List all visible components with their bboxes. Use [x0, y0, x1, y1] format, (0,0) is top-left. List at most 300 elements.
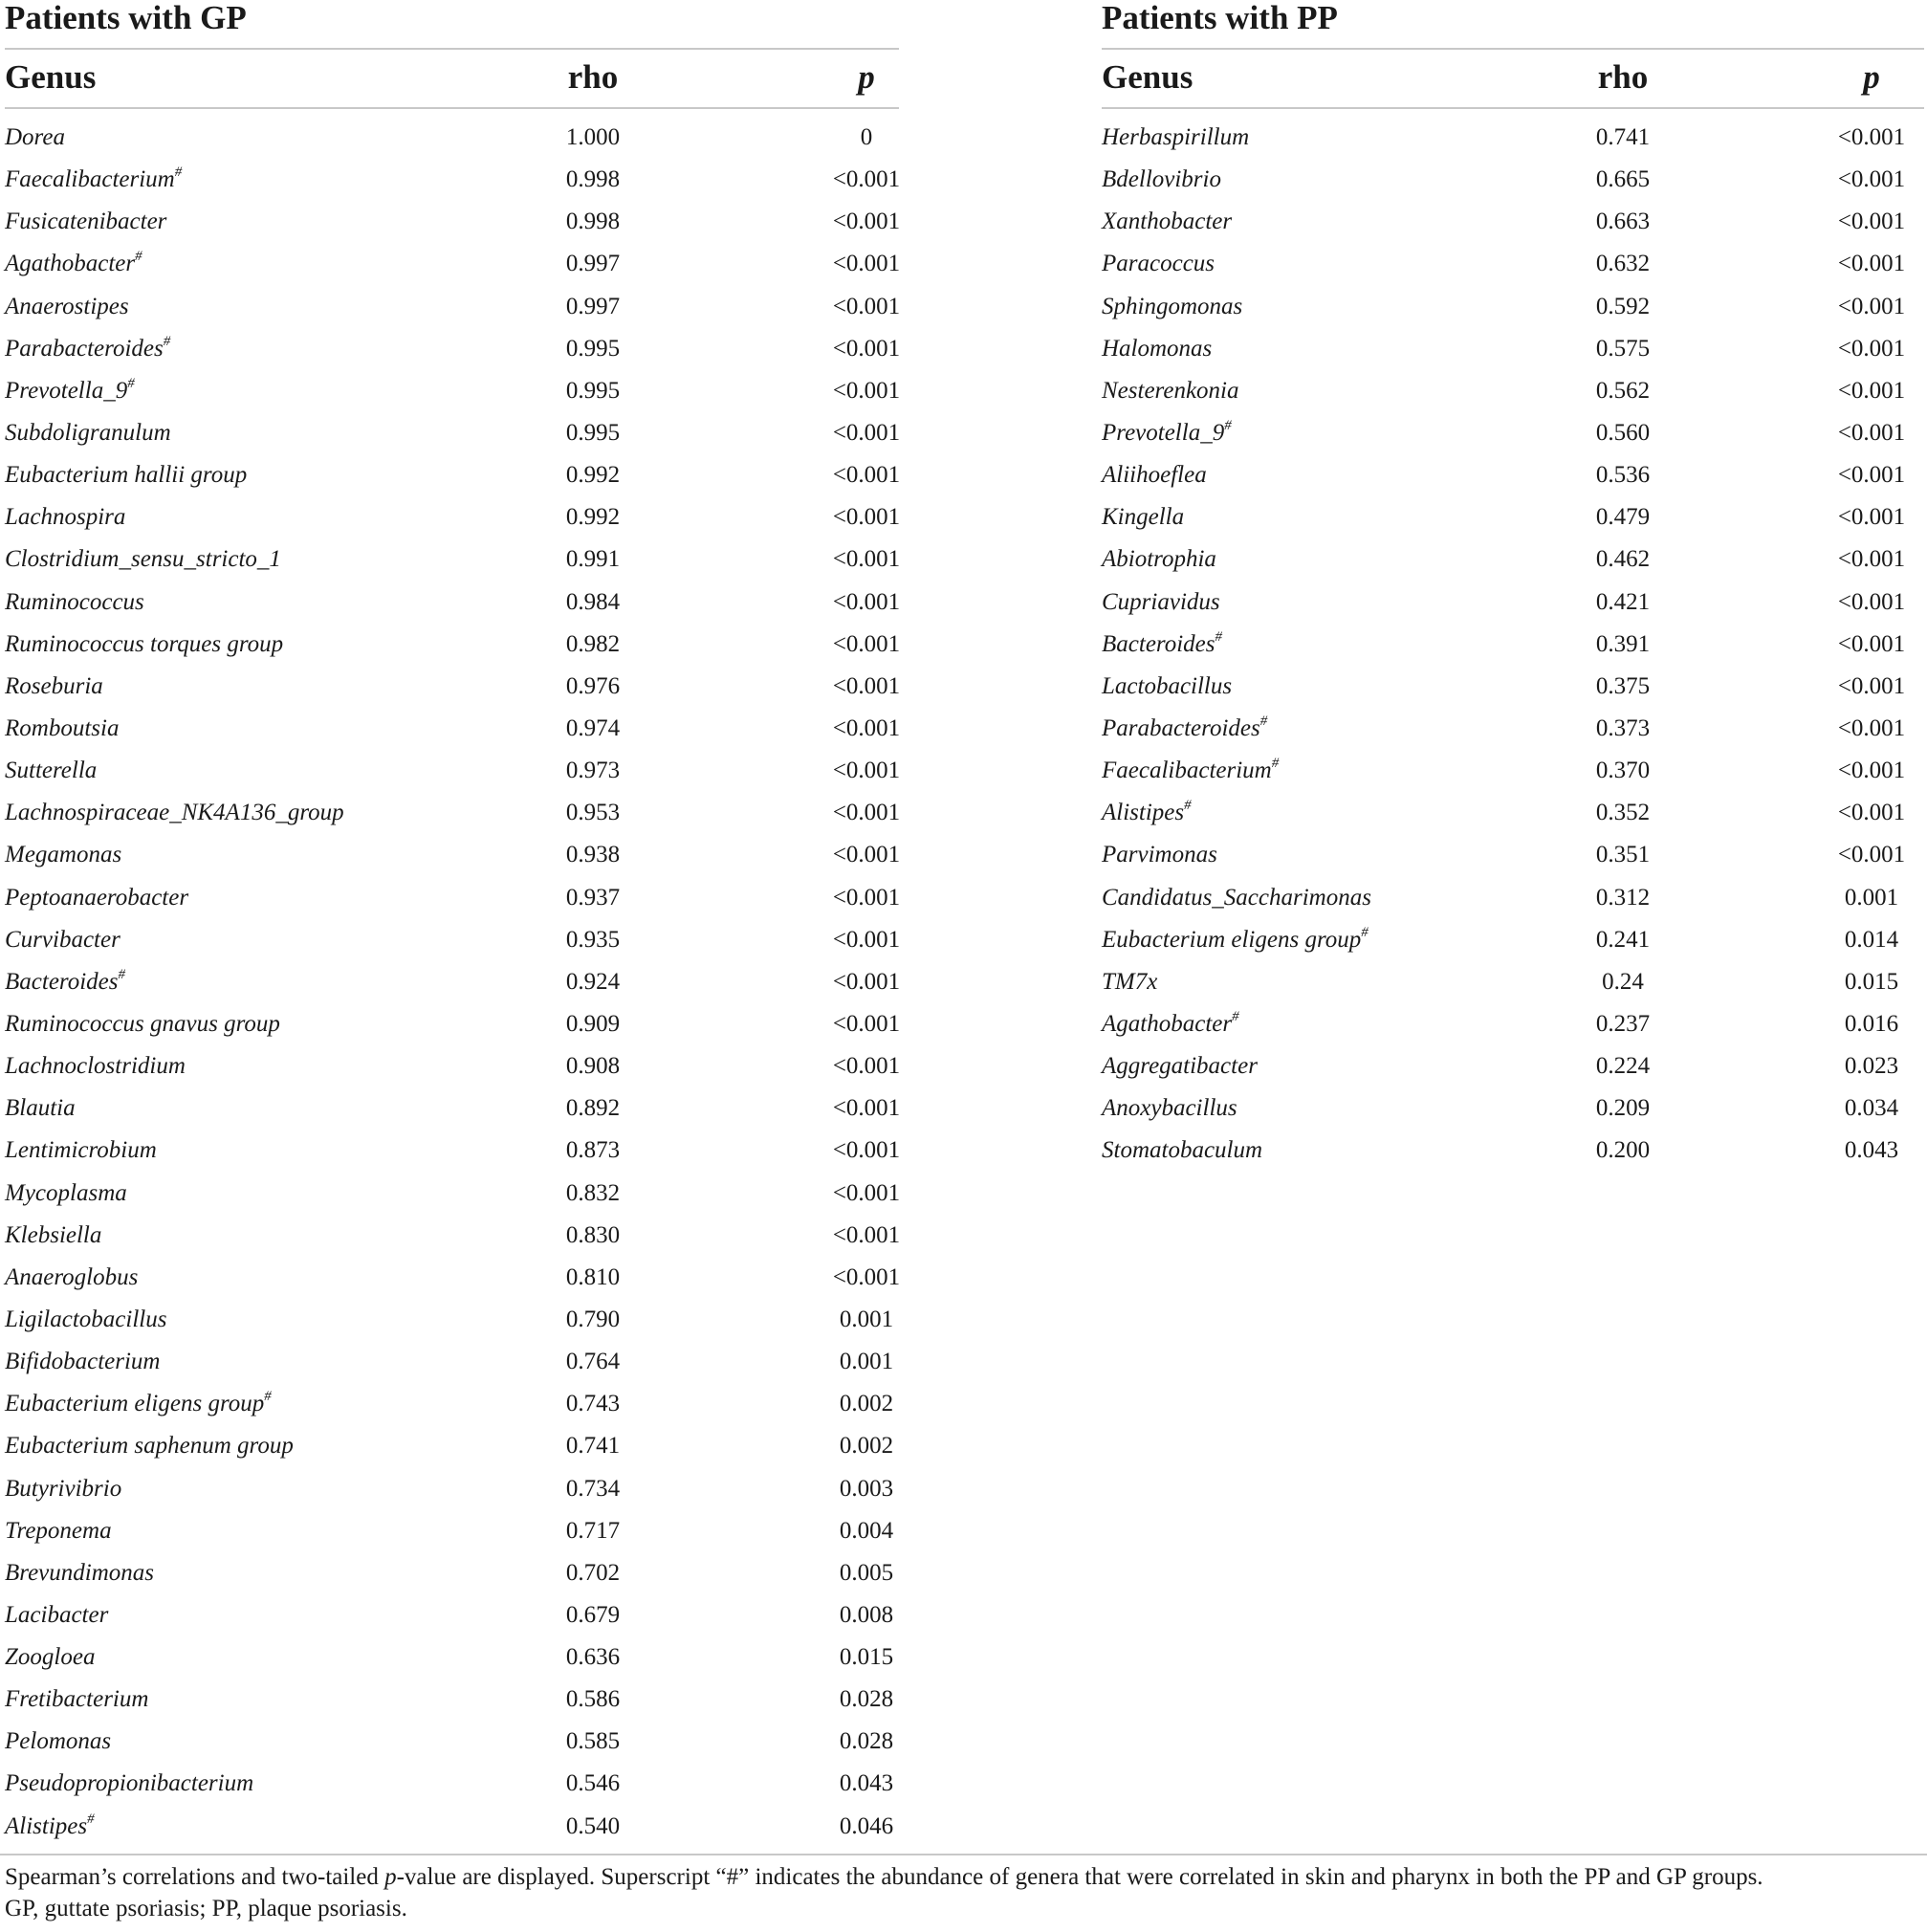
rho-cell: 0.592 — [1595, 293, 1651, 319]
pp-header-rho: rho — [1597, 58, 1649, 96]
genus-name: Dorea — [5, 124, 65, 150]
p-value-cell: <0.001 — [1837, 842, 1906, 868]
genus-name: Parvimonas — [1102, 842, 1217, 868]
footnote-text-b: -value are displayed. Superscript “#” indicates the abundance of genera that were correlated in skin and pharynx in both the PP and GP groups. — [396, 1864, 1763, 1890]
table-row — [5, 456, 899, 498]
rho-cell: 0.976 — [565, 672, 621, 699]
genus-cell — [1102, 1047, 1258, 1086]
p-value-cell: <0.001 — [832, 419, 901, 446]
rho-cell: 0.982 — [565, 630, 621, 657]
genus-name: Pseudopropionibacterium — [5, 1770, 254, 1797]
genus-cell — [5, 245, 142, 283]
table-footnote — [5, 1861, 1922, 1924]
genus-cell — [1102, 583, 1220, 622]
table-row — [1102, 752, 1924, 794]
rho-cell: 0.585 — [565, 1728, 621, 1755]
genus-cell — [5, 752, 97, 790]
rho-cell: 0.997 — [565, 293, 621, 319]
table-row — [1102, 540, 1924, 582]
pp-table-title: Patients with PP — [1102, 0, 1338, 36]
genus-name: Halomonas — [1102, 335, 1213, 362]
p-value-cell: 0.028 — [839, 1686, 894, 1713]
genus-name: Eubacterium hallii group — [5, 462, 248, 489]
genus-cell — [1102, 668, 1232, 706]
genus-cell — [1102, 626, 1222, 664]
genus-cell — [5, 1343, 160, 1381]
genus-superscript: # — [127, 375, 135, 391]
genus-superscript: # — [264, 1389, 272, 1405]
genus-cell — [5, 1765, 253, 1803]
genus-cell — [5, 414, 171, 452]
rho-cell: 0.997 — [565, 251, 621, 277]
p-value-cell: <0.001 — [832, 209, 901, 235]
rho-cell: 0.743 — [565, 1391, 621, 1417]
genus-name: Alistipes — [1102, 800, 1185, 826]
rho-cell: 0.908 — [565, 1053, 621, 1080]
table-row — [5, 330, 899, 372]
table-row — [5, 1554, 899, 1596]
rho-cell: 0.995 — [565, 377, 621, 404]
p-value-cell: <0.001 — [832, 1221, 901, 1248]
table-row — [5, 1680, 899, 1723]
p-value-cell: 0.016 — [1844, 1010, 1899, 1037]
genus-cell — [5, 668, 103, 706]
genus-cell — [5, 1047, 186, 1086]
genus-superscript: # — [118, 966, 125, 982]
table-row — [5, 161, 899, 203]
genus-cell — [5, 879, 188, 917]
p-value-cell: 0.005 — [839, 1559, 894, 1586]
genus-name: Bdellovibrio — [1102, 166, 1221, 193]
rho-cell: 0.636 — [565, 1644, 621, 1671]
genus-cell — [5, 1554, 154, 1592]
rho-cell: 0.575 — [1595, 335, 1651, 362]
gp-table — [5, 0, 901, 1839]
p-value-cell: <0.001 — [832, 842, 901, 868]
p-value-cell: <0.001 — [832, 462, 901, 489]
table-row — [5, 414, 899, 456]
rho-cell: 0.892 — [565, 1095, 621, 1122]
rho-cell: 0.351 — [1595, 842, 1651, 868]
p-value-cell: <0.001 — [832, 588, 901, 615]
pp-header-row — [1102, 50, 1924, 107]
rho-cell: 0.375 — [1595, 672, 1651, 699]
table-row — [1102, 668, 1924, 710]
genus-name: Eubacterium saphenum group — [5, 1433, 294, 1460]
genus-superscript: # — [1259, 713, 1268, 729]
p-value-cell: <0.001 — [832, 377, 901, 404]
genus-superscript: # — [135, 249, 142, 265]
genus-cell — [5, 1470, 121, 1508]
genus-name: Anaeroglobus — [5, 1263, 139, 1290]
genus-cell — [1102, 1005, 1239, 1043]
p-value-cell: <0.001 — [1837, 209, 1906, 235]
table-row — [5, 1005, 899, 1047]
footnote-line-2: GP, guttate psoriasis; PP, plaque psoriasis. — [5, 1896, 407, 1921]
rho-cell: 0.632 — [1595, 251, 1651, 277]
table-row — [5, 1301, 899, 1343]
genus-name: Parabacteroides — [1102, 714, 1260, 741]
footnote-p-italic: p — [384, 1864, 397, 1890]
genus-name: Pelomonas — [5, 1728, 112, 1755]
p-value-cell: 0.028 — [839, 1728, 894, 1755]
genus-name: Kingella — [1102, 504, 1185, 531]
table-row — [1102, 921, 1924, 963]
rho-cell: 0.540 — [565, 1812, 621, 1839]
genus-name: Lacibacter — [5, 1601, 109, 1628]
genus-cell — [5, 836, 121, 874]
genus-cell — [5, 794, 344, 832]
genus-name: Faecalibacterium — [5, 166, 175, 193]
genus-name: Lachnoclostridium — [5, 1053, 186, 1080]
table-row — [5, 1047, 899, 1089]
genus-name: Bacteroides — [1102, 630, 1215, 657]
p-value-cell: 0.004 — [839, 1517, 894, 1544]
p-value-cell: <0.001 — [832, 504, 901, 531]
table-row — [1102, 879, 1924, 921]
genus-cell — [1102, 752, 1279, 790]
gp-header-rule — [5, 107, 899, 109]
table-row — [5, 1470, 899, 1512]
p-value-cell: <0.001 — [832, 546, 901, 573]
rho-cell: 0.995 — [565, 335, 621, 362]
genus-name: Eubacterium eligens group — [5, 1391, 265, 1417]
table-row — [1102, 203, 1924, 245]
table-row — [5, 245, 899, 287]
rho-cell: 0.462 — [1595, 546, 1651, 573]
genus-name: Subdoligranulum — [5, 419, 171, 446]
table-row — [5, 626, 899, 668]
genus-name: Parabacteroides — [5, 335, 164, 362]
footnote-text-a: Spearman’s correlations and two-tailed — [5, 1864, 385, 1890]
table-row — [1102, 498, 1924, 540]
p-value-cell: 0.002 — [839, 1391, 894, 1417]
p-value-cell: <0.001 — [832, 884, 901, 911]
genus-name: Bifidobacterium — [5, 1349, 161, 1375]
genus-cell — [1102, 372, 1238, 410]
table-row — [1102, 372, 1924, 414]
genus-superscript: # — [1215, 628, 1222, 645]
genus-name: Eubacterium eligens group — [1102, 926, 1362, 953]
p-value-cell: <0.001 — [832, 714, 901, 741]
p-value-cell: <0.001 — [832, 1263, 901, 1290]
gp-header-p: p — [858, 58, 875, 96]
genus-name: Aggregatibacter — [1102, 1053, 1258, 1080]
rho-cell: 0.663 — [1595, 209, 1651, 235]
genus-name: Megamonas — [5, 842, 122, 868]
table-row — [5, 1131, 899, 1174]
genus-cell — [5, 1175, 127, 1213]
genus-cell — [1102, 456, 1207, 494]
rho-cell: 0.764 — [565, 1349, 621, 1375]
p-value-cell: <0.001 — [1837, 166, 1906, 193]
p-value-cell: 0.015 — [839, 1644, 894, 1671]
genus-cell — [5, 288, 129, 326]
table-row — [1102, 456, 1924, 498]
rho-cell: 0.790 — [565, 1306, 621, 1332]
genus-cell — [5, 203, 166, 241]
genus-cell — [5, 1512, 112, 1550]
genus-name: Agathobacter — [1102, 1010, 1233, 1037]
genus-cell — [5, 1808, 95, 1846]
rho-cell: 0.200 — [1595, 1137, 1651, 1164]
p-value-cell: 0.046 — [839, 1812, 894, 1839]
p-value-cell: 0.034 — [1844, 1095, 1899, 1122]
table-row — [5, 119, 899, 161]
rho-cell: 0.935 — [565, 926, 621, 953]
genus-name: Lactobacillus — [1102, 672, 1233, 699]
rho-cell: 0.370 — [1595, 757, 1651, 784]
table-row — [5, 752, 899, 794]
genus-name: Prevotella_9 — [1102, 419, 1225, 446]
genus-cell — [1102, 1089, 1237, 1128]
genus-cell — [1102, 245, 1215, 283]
genus-cell — [5, 1259, 138, 1297]
pp-rows — [1102, 119, 1924, 1175]
table-row — [5, 1765, 899, 1807]
genus-name: Candidatus_Saccharimonas — [1102, 884, 1371, 911]
p-value-cell: 0.008 — [839, 1601, 894, 1628]
table-row — [5, 710, 899, 752]
p-value-cell: 0.001 — [839, 1306, 894, 1332]
genus-cell — [5, 1638, 95, 1677]
table-row — [5, 794, 899, 836]
p-value-cell: <0.001 — [832, 1053, 901, 1080]
rho-cell: 0.995 — [565, 419, 621, 446]
rho-cell: 0.562 — [1595, 377, 1651, 404]
genus-name: Romboutsia — [5, 714, 120, 741]
rho-cell: 0.586 — [565, 1686, 621, 1713]
genus-name: Herbaspirillum — [1102, 124, 1250, 150]
genus-name: Mycoplasma — [5, 1179, 127, 1206]
genus-cell — [1102, 963, 1157, 1001]
genus-cell — [5, 1680, 148, 1719]
genus-name: Bacteroides — [5, 968, 119, 995]
table-row — [5, 1596, 899, 1638]
rho-cell: 0.998 — [565, 166, 621, 193]
genus-cell — [1102, 879, 1371, 917]
genus-name: Clostridium_sensu_stricto_1 — [5, 546, 281, 573]
table-row — [5, 540, 899, 582]
p-value-cell: <0.001 — [1837, 546, 1906, 573]
table-row — [5, 288, 899, 330]
table-row — [5, 1385, 899, 1427]
genus-cell — [1102, 1131, 1262, 1170]
genus-cell — [1102, 161, 1221, 199]
genus-cell — [1102, 203, 1232, 241]
genus-cell — [5, 498, 125, 537]
p-value-cell: 0.043 — [1844, 1137, 1899, 1164]
rho-cell: 0.953 — [565, 800, 621, 826]
genus-name: Ruminococcus torques group — [5, 630, 284, 657]
table-row — [1102, 1005, 1924, 1047]
genus-cell — [5, 1723, 111, 1761]
p-value-cell: 0.001 — [1844, 884, 1899, 911]
genus-cell — [5, 1301, 166, 1339]
table-row — [5, 668, 899, 710]
genus-superscript: # — [1232, 1008, 1239, 1024]
genus-name: Lachnospira — [5, 504, 126, 531]
rho-cell: 0.937 — [565, 884, 621, 911]
table-row — [5, 372, 899, 414]
genus-cell — [5, 1427, 294, 1465]
rho-cell: 0.536 — [1595, 462, 1651, 489]
genus-name: Anaerostipes — [5, 293, 129, 319]
table-row — [5, 498, 899, 540]
genus-cell — [1102, 794, 1192, 832]
pp-header-genus: Genus — [1102, 58, 1193, 96]
genus-name: Fretibacterium — [5, 1686, 149, 1713]
genus-name: Ligilactobacillus — [5, 1306, 167, 1332]
rho-cell: 0.992 — [565, 504, 621, 531]
rho-cell: 1.000 — [565, 124, 621, 150]
table-row — [5, 203, 899, 245]
p-value-cell: <0.001 — [832, 1010, 901, 1037]
table-row — [5, 1808, 899, 1850]
genus-cell — [5, 626, 283, 664]
genus-name: Lachnospiraceae_NK4A136_group — [5, 800, 344, 826]
table-row — [1102, 414, 1924, 456]
p-value-cell: <0.001 — [1837, 419, 1906, 446]
genus-superscript: # — [174, 165, 183, 181]
genus-name: Nesterenkonia — [1102, 377, 1239, 404]
genus-name: Xanthobacter — [1102, 209, 1233, 235]
genus-cell — [1102, 330, 1212, 368]
rho-cell: 0.909 — [565, 1010, 621, 1037]
genus-name: Fusicatenibacter — [5, 209, 167, 235]
rho-cell: 0.352 — [1595, 800, 1651, 826]
rho-cell: 0.560 — [1595, 419, 1651, 446]
table-row — [5, 1427, 899, 1469]
rho-cell: 0.991 — [565, 546, 621, 573]
genus-name: Lentimicrobium — [5, 1137, 157, 1164]
table-row — [1102, 836, 1924, 878]
genus-cell — [5, 119, 65, 157]
table-row — [1102, 161, 1924, 203]
rho-cell: 0.741 — [1595, 124, 1651, 150]
genus-cell — [5, 1089, 76, 1128]
genus-cell — [5, 372, 135, 410]
p-value-cell: <0.001 — [1837, 757, 1906, 784]
p-value-cell: <0.001 — [832, 757, 901, 784]
p-value-cell: <0.001 — [832, 1179, 901, 1206]
rho-cell: 0.479 — [1595, 504, 1651, 531]
genus-cell — [5, 456, 247, 494]
gp-rows — [5, 119, 899, 1850]
p-value-cell: <0.001 — [832, 335, 901, 362]
rho-cell: 0.717 — [565, 1517, 621, 1544]
gp-header-rho: rho — [567, 58, 619, 96]
table-row — [5, 1217, 899, 1259]
rho-cell: 0.830 — [565, 1221, 621, 1248]
p-value-cell: <0.001 — [1837, 124, 1906, 150]
p-value-cell: 0.002 — [839, 1433, 894, 1460]
p-value-cell: <0.001 — [832, 800, 901, 826]
p-value-cell: <0.001 — [832, 630, 901, 657]
genus-superscript: # — [163, 333, 171, 349]
genus-name: Roseburia — [5, 672, 103, 699]
p-value-cell: <0.001 — [1837, 800, 1906, 826]
table-row — [5, 963, 899, 1005]
p-value-cell: 0.001 — [839, 1349, 894, 1375]
p-value-cell: 0.015 — [1844, 968, 1899, 995]
rho-cell: 0.312 — [1595, 884, 1651, 911]
genus-cell — [1102, 288, 1242, 326]
p-value-cell: <0.001 — [832, 1095, 901, 1122]
p-value-cell: 0.023 — [1844, 1053, 1899, 1080]
rho-cell: 0.224 — [1595, 1053, 1651, 1080]
rho-cell: 0.421 — [1595, 588, 1651, 615]
genus-name: Sphingomonas — [1102, 293, 1243, 319]
table-row — [5, 583, 899, 626]
genus-cell — [5, 1385, 272, 1423]
rho-cell: 0.924 — [565, 968, 621, 995]
p-value-cell: <0.001 — [1837, 293, 1906, 319]
rho-cell: 0.679 — [565, 1601, 621, 1628]
genus-cell — [5, 1005, 280, 1043]
genus-name: Agathobacter — [5, 251, 136, 277]
footnote-line-1 — [5, 1861, 1922, 1893]
genus-name: Stomatobaculum — [1102, 1137, 1263, 1164]
rho-cell: 0.734 — [565, 1475, 621, 1502]
genus-name: Zoogloea — [5, 1644, 96, 1671]
genus-name: Anoxybacillus — [1102, 1095, 1237, 1122]
genus-superscript: # — [1184, 798, 1192, 814]
rho-cell: 0.24 — [1602, 968, 1644, 995]
genus-cell — [5, 583, 144, 622]
genus-name: Treponema — [5, 1517, 112, 1544]
p-value-cell: <0.001 — [1837, 335, 1906, 362]
genus-name: TM7x — [1102, 968, 1158, 995]
genus-cell — [1102, 414, 1232, 452]
genus-name: Klebsiella — [5, 1221, 102, 1248]
p-value-cell: <0.001 — [1837, 588, 1906, 615]
p-value-cell: <0.001 — [1837, 630, 1906, 657]
pp-table — [1102, 0, 1924, 1164]
genus-cell — [5, 330, 170, 368]
genus-cell — [5, 963, 125, 1001]
p-value-cell: <0.001 — [1837, 462, 1906, 489]
genus-name: Ruminococcus gnavus group — [5, 1010, 280, 1037]
gp-header-row — [5, 50, 899, 107]
table-row — [5, 1259, 899, 1301]
p-value-cell: <0.001 — [1837, 251, 1906, 277]
rho-cell: 0.832 — [565, 1179, 621, 1206]
p-value-cell: <0.001 — [832, 926, 901, 953]
p-value-cell: <0.001 — [1837, 377, 1906, 404]
genus-superscript: # — [1361, 924, 1369, 940]
genus-cell — [5, 710, 119, 748]
rho-cell: 0.973 — [565, 757, 621, 784]
genus-cell — [1102, 710, 1267, 748]
genus-name: Peptoanaerobacter — [5, 884, 189, 911]
table-row — [5, 1175, 899, 1217]
rho-cell: 0.241 — [1595, 926, 1651, 953]
genus-name: Ruminococcus — [5, 588, 144, 615]
table-row — [1102, 626, 1924, 668]
table-row — [1102, 710, 1924, 752]
rho-cell: 0.998 — [565, 209, 621, 235]
genus-cell — [1102, 540, 1216, 579]
genus-cell — [1102, 836, 1217, 874]
table-row — [5, 879, 899, 921]
table-row — [5, 1723, 899, 1765]
genus-cell — [1102, 119, 1249, 157]
genus-name: Alistipes — [5, 1812, 88, 1839]
table-row — [5, 1512, 899, 1554]
p-value-cell: <0.001 — [1837, 672, 1906, 699]
rho-cell: 0.546 — [565, 1770, 621, 1797]
